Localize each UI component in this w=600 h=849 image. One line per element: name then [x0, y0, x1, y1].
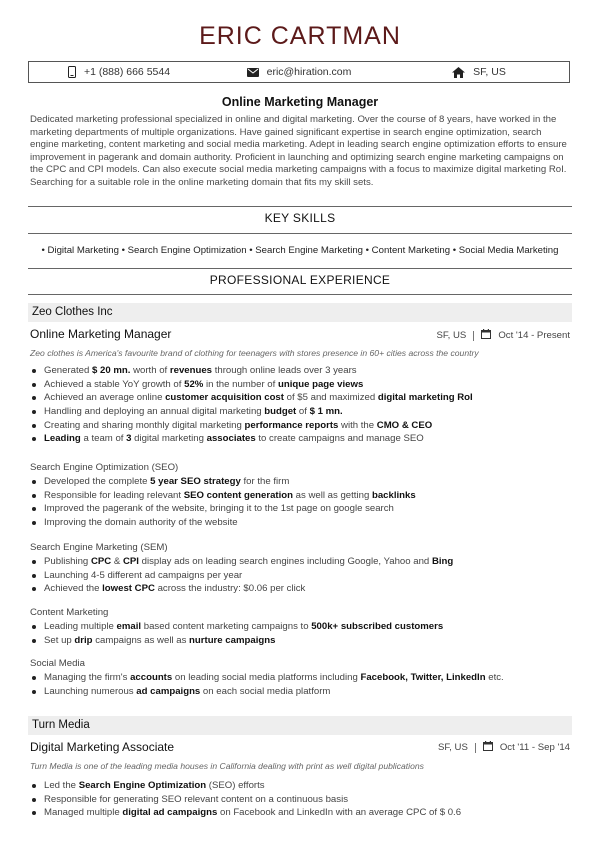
job-meta [436, 329, 570, 342]
bullet-item [30, 419, 473, 433]
subsection-bullets [30, 555, 453, 596]
bullet-text: worth of [130, 365, 170, 376]
bullet-text: across the industry: $0.06 per click [154, 583, 306, 595]
job-dates: Oct '11 - Sep '14 [499, 742, 570, 753]
company-name: Zeo Clothes Inc [28, 303, 572, 322]
summary-paragraph: Dedicated marketing professional specialized in online and digital marketing. Over the course of 8 years, have worked in the marketing departments of multiple organizations. Have gained significant expertise in search engine optimization, search engine marketing, content marketing and social media marketing. Adept in leading search engine optimization efforts to ensure improvement in pagerank and domain authority. Proficient in launching and optimizing search engine marketing campaigns on the CPC and CPI models. Can also execute social media marketing campaigns with a focus to maximize digital marketing RoI. Searching for a suitable role in the online marketing domain that fits my skill sets. [30, 114, 567, 188]
separator [475, 743, 476, 753]
bullet-text: Led the [44, 780, 79, 791]
bullet-text: Developed the complete [44, 476, 151, 487]
bullet-text: Managing the firm's [44, 672, 131, 683]
subsection-heading: Social Media [30, 658, 85, 669]
bullet-emphasis: unique page views [277, 378, 364, 390]
bullet-emphasis: revenues [169, 365, 213, 376]
company-name: Turn Media [28, 716, 572, 735]
company-description: Turn Media is one of the leading media houses in California dealing with print as well digital publications [30, 761, 424, 771]
bullet-text: for the firm [240, 476, 290, 487]
bullet-item [30, 806, 461, 820]
bullet-text: Improved the pagerank of the website, bringing it to the 1st page on google search [44, 503, 394, 515]
subsection-bullets [30, 620, 443, 647]
bullet-text: etc. [485, 672, 504, 683]
bullet-text: as well as getting [293, 489, 372, 501]
bullet-emphasis: 5 year SEO strategy [150, 476, 241, 487]
phone-icon [68, 66, 76, 78]
bullet-text: campaigns as well as [92, 634, 190, 646]
job-bullets [30, 779, 461, 820]
email-icon [247, 68, 259, 77]
bullet-text: Launching 4-5 different ad campaigns per year [44, 569, 243, 581]
experience-heading: PROFESSIONAL EXPERIENCE [209, 273, 391, 287]
bullet-item [30, 685, 504, 699]
bullet-text: & [111, 556, 123, 567]
job-bullets [30, 364, 473, 446]
bullet-item [30, 569, 453, 583]
job-dates: Oct '14 - Present [498, 330, 570, 341]
subsection-heading: Search Engine Marketing (SEM) [30, 542, 168, 553]
job-location: SF, US [437, 742, 468, 753]
bullet-item [30, 793, 461, 807]
subsection-heading: Content Marketing [30, 607, 109, 618]
bullet-text: on leading social media platforms including [172, 672, 361, 683]
bullet-emphasis: accounts [130, 672, 173, 683]
calendar-icon [481, 329, 491, 342]
calendar-icon [483, 741, 493, 754]
bullet-emphasis: email [116, 621, 142, 632]
bullet-emphasis: digital marketing RoI [377, 392, 473, 404]
bullet-emphasis: budget [264, 406, 297, 418]
key-skills-heading: KEY SKILLS [264, 211, 336, 225]
bullet-text: of $5 and maximized [283, 392, 378, 404]
bullet-emphasis: lowest CPC [102, 583, 155, 595]
bullet-item [30, 634, 443, 648]
bullet-text: Improving the domain authority of the website [44, 517, 238, 529]
bullet-text: based content marketing campaigns to [141, 621, 312, 632]
bullet-text: Responsible for leading relevant [44, 489, 184, 501]
bullet-emphasis: customer acquisition cost [165, 392, 284, 404]
bullet-text: on Facebook and LinkedIn with an average CPC of $ 0.6 [217, 807, 462, 819]
job-meta [438, 741, 570, 754]
bullet-text: Managed multiple [44, 807, 123, 819]
bullet-item [30, 475, 416, 489]
bullet-emphasis: $ 20 mn. [92, 365, 131, 376]
bullet-emphasis: associates [206, 433, 256, 445]
bullet-text: Achieved a stable YoY growth of [44, 378, 185, 390]
bullet-emphasis: Facebook, Twitter, LinkedIn [360, 672, 486, 683]
bullet-emphasis: Bing [431, 556, 454, 567]
bullet-text: in the number of [203, 378, 278, 390]
skills-list: • Digital Marketing • Search Engine Optimization • Search Engine Marketing • Content Marketing • Social Media Marketing [41, 245, 559, 256]
bullet-text: Handling and deploying an annual digital marketing [44, 406, 265, 418]
bullet-emphasis: SEO content generation [183, 489, 294, 501]
bullet-item [30, 516, 416, 530]
bullet-text: Achieved the [44, 583, 103, 595]
bullet-emphasis: CPI [122, 556, 139, 567]
bullet-text: Publishing [44, 556, 91, 567]
bullet-text: on each social media platform [200, 685, 331, 697]
bullet-emphasis: 500k+ subscribed customers [311, 621, 444, 632]
job-role: Digital Marketing Associate [30, 740, 175, 754]
bullet-item [30, 432, 473, 446]
contact-phone [29, 62, 209, 82]
bullet-item [30, 620, 443, 634]
bullet-item [30, 502, 416, 516]
bullet-emphasis: 52% [184, 378, 204, 390]
bullet-item [30, 489, 416, 503]
contact-location [389, 62, 569, 82]
bullet-text: a team of [80, 433, 127, 445]
bullet-emphasis: backlinks [371, 489, 416, 501]
company-description: Zeo clothes is America's favourite brand of clothing for teenagers with stores presence in 60+ cities across the country [30, 348, 479, 358]
bullet-text: Leading multiple [44, 621, 117, 632]
bullet-emphasis: Search Engine Optimization [78, 780, 207, 791]
contact-bar [28, 61, 570, 83]
bullet-emphasis: 3 [126, 433, 132, 445]
bullet-text: digital marketing [131, 433, 207, 445]
bullet-text: Launching numerous [44, 685, 137, 697]
bullet-emphasis: Leading [44, 433, 81, 445]
bullet-emphasis: CMO & CEO [376, 419, 433, 431]
location-text: SF, US [473, 66, 506, 78]
job-location: SF, US [436, 330, 467, 341]
bullet-item [30, 378, 473, 392]
candidate-name: ERIC CARTMAN [199, 22, 401, 50]
bullet-item [30, 671, 504, 685]
bullet-text: to create campaigns and manage SEO [255, 433, 424, 445]
home-icon [452, 67, 465, 78]
email-text: eric@hiration.com [266, 66, 352, 78]
bullet-text: Responsible for generating SEO relevant content on a continuous basis [44, 793, 348, 805]
bullet-text: Achieved an average online [44, 392, 166, 404]
bullet-text: display ads on leading search engines including Google, Yahoo and [138, 556, 432, 567]
phone-text: +1 (888) 666 5544 [83, 66, 171, 78]
bullet-text: Generated [44, 365, 93, 376]
subsection-bullets [30, 671, 504, 698]
divider [28, 268, 572, 269]
divider [28, 294, 572, 295]
divider [28, 206, 572, 207]
bullet-item [30, 405, 473, 419]
bullet-text: of [296, 406, 310, 418]
bullet-emphasis: $ 1 mn. [309, 406, 343, 418]
bullet-item [30, 779, 461, 793]
bullet-text: Creating and sharing monthly digital marketing [44, 419, 245, 431]
subsection-heading: Search Engine Optimization (SEO) [30, 462, 179, 473]
professional-title: Online Marketing Manager [221, 95, 379, 109]
bullet-emphasis: ad campaigns [136, 685, 201, 697]
divider [28, 233, 572, 234]
bullet-text: with the [338, 419, 377, 431]
bullet-emphasis: drip [74, 634, 93, 646]
bullet-item [30, 364, 473, 378]
bullet-item [30, 555, 453, 569]
bullet-item [30, 582, 453, 596]
bullet-text: through online leads over 3 years [212, 365, 357, 376]
separator [473, 331, 474, 341]
bullet-text: (SEO) efforts [206, 780, 265, 791]
bullet-emphasis: digital ad campaigns [122, 807, 218, 819]
bullet-emphasis: CPC [90, 556, 112, 567]
bullet-emphasis: nurture campaigns [189, 634, 276, 646]
bullet-item [30, 391, 473, 405]
bullet-text: Set up [44, 634, 75, 646]
contact-email [209, 62, 389, 82]
job-role: Online Marketing Manager [30, 327, 172, 341]
bullet-emphasis: performance reports [244, 419, 339, 431]
subsection-bullets [30, 475, 416, 530]
